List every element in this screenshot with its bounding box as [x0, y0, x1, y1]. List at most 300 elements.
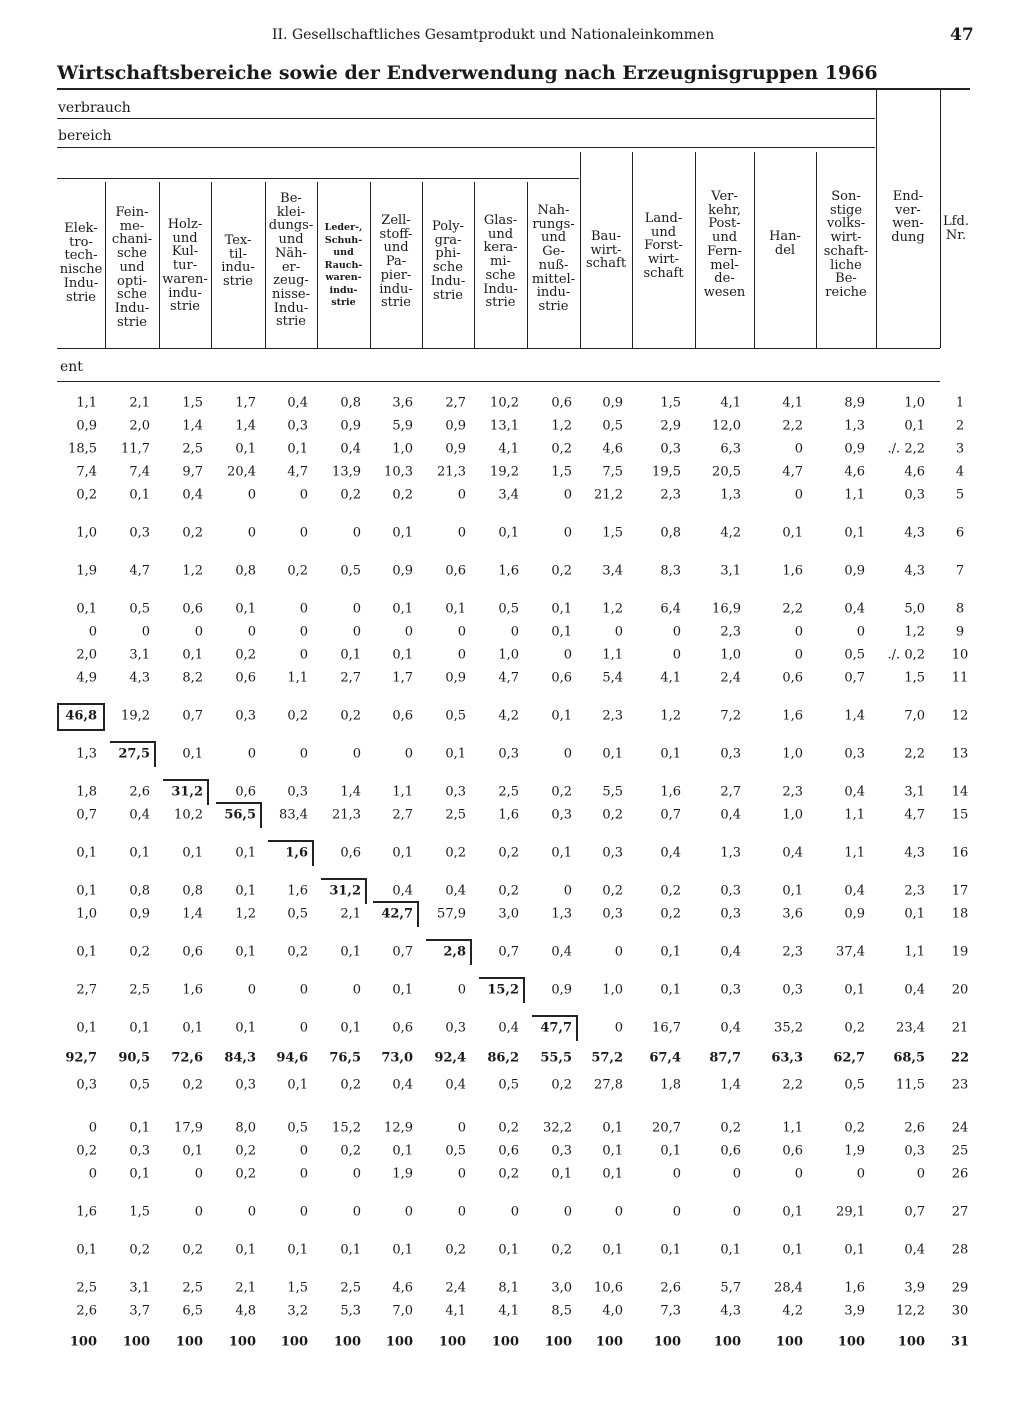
table-cell: 2,1 [129, 395, 150, 411]
table-cell: 1,1 [844, 487, 865, 503]
table-cell: 92,4 [434, 1050, 466, 1066]
table-cell: 0,2 [720, 1120, 741, 1136]
table-cell: 90,5 [118, 1050, 150, 1066]
table-cell: 0,1 [129, 1166, 150, 1182]
table-cell: 0,1 [602, 1242, 623, 1258]
table-cell: 31,2 [329, 883, 361, 899]
table-cell: 0,4 [551, 944, 572, 960]
table-cell: 0 [352, 624, 361, 640]
table-cell: 0 [614, 1020, 623, 1036]
table-cell: 0,2 [392, 487, 413, 503]
table-cell: 1,6 [498, 807, 519, 823]
table-cell: 1,4 [720, 1077, 741, 1093]
row-number: 20 [951, 982, 969, 998]
table-cell: 0,7 [392, 944, 413, 960]
table-cell: 0,1 [235, 441, 256, 457]
table-cell: ./. 0,2 [887, 647, 925, 663]
table-cell: 0,3 [660, 441, 681, 457]
table-cell: 10,6 [594, 1280, 623, 1296]
table-cell: 5,5 [602, 784, 623, 800]
table-cell: 4,1 [720, 395, 741, 411]
table-cell: 0 [457, 982, 466, 998]
table-cell: 2,2 [782, 601, 803, 617]
table-cell: 42,7 [381, 906, 413, 922]
table-cell: 0 [856, 624, 865, 640]
table-cell: 0 [194, 624, 203, 640]
table-cell: 0,6 [782, 670, 803, 686]
table-cell: 0 [299, 1143, 308, 1159]
table-cell: 2,3 [782, 784, 803, 800]
table-cell: 57,9 [437, 906, 466, 922]
table-cell: 28,4 [774, 1280, 803, 1296]
table-cell: 3,9 [844, 1303, 865, 1319]
table-cell: 2,7 [340, 670, 361, 686]
table-cell: 0,1 [660, 982, 681, 998]
table-cell: 0 [194, 1166, 203, 1182]
table-cell: 23,4 [896, 1020, 925, 1036]
table-cell: 73,0 [381, 1050, 413, 1066]
table-cell: 4,3 [904, 563, 925, 579]
table-cell: 11,5 [896, 1077, 925, 1093]
table-cell: 0,9 [129, 906, 150, 922]
table-cell: 100 [69, 1334, 97, 1350]
table-cell: 0 [672, 624, 681, 640]
table-cell: 0 [299, 624, 308, 640]
table-cell: 3,2 [287, 1303, 308, 1319]
label-verbrauch: verbrauch [58, 100, 131, 116]
table-cell: 3,1 [720, 563, 741, 579]
table-cell: 84,3 [224, 1050, 256, 1066]
table-cell: 0 [404, 746, 413, 762]
table-cell: 0,2 [551, 1242, 572, 1258]
row-number: 6 [955, 525, 965, 541]
table-cell: 6,3 [720, 441, 741, 457]
table-cell: 0,2 [287, 708, 308, 724]
table-cell: 35,2 [774, 1020, 803, 1036]
table-cell: 0,2 [551, 563, 572, 579]
table-cell: 0,7 [660, 807, 681, 823]
table-cell: 62,7 [833, 1050, 865, 1066]
table-cell: 0,6 [392, 708, 413, 724]
table-cell: 1,0 [76, 906, 97, 922]
table-cell: 0,3 [445, 784, 466, 800]
table-cell: 20,7 [652, 1120, 681, 1136]
table-cell: 2,5 [182, 1280, 203, 1296]
table-cell: 100 [438, 1334, 466, 1350]
table-cell: 4,0 [602, 1303, 623, 1319]
table-cell: 0,1 [844, 982, 865, 998]
table-cell: 2,1 [340, 906, 361, 922]
table-cell: 1,6 [285, 845, 308, 861]
table-cell: 0,1 [340, 1020, 361, 1036]
table-cell: 10,2 [174, 807, 203, 823]
table-cell: 1,7 [235, 395, 256, 411]
table-cell: 27,8 [594, 1077, 623, 1093]
row-number: 15 [951, 807, 969, 823]
table-cell: 0,4 [129, 807, 150, 823]
table-cell: 0,5 [287, 1120, 308, 1136]
row-number: 19 [951, 944, 969, 960]
table-cell: 0,1 [182, 647, 203, 663]
label-ent: ent [60, 359, 83, 375]
table-cell: 47,7 [540, 1020, 572, 1036]
table-cell: 0,1 [129, 1020, 150, 1036]
table-cell: 0,1 [602, 1166, 623, 1182]
table-cell: 20,4 [227, 464, 256, 480]
table-cell: 8,3 [660, 563, 681, 579]
table-cell: 8,0 [235, 1120, 256, 1136]
table-cell: 0,1 [392, 647, 413, 663]
row-number: 27 [951, 1204, 969, 1220]
table-cell: 0,5 [340, 563, 361, 579]
table-cell: 0,9 [392, 563, 413, 579]
table-cell: 0,3 [287, 784, 308, 800]
table-cell: 0 [352, 525, 361, 541]
row-number: 25 [951, 1143, 969, 1159]
table-cell: 0,2 [498, 1166, 519, 1182]
column-header: Leder-, Schuh- und Rauch- waren- indu- strie [324, 222, 363, 308]
table-cell: 0 [247, 746, 256, 762]
table-cell: 2,2 [782, 418, 803, 434]
table-cell: 0,2 [844, 1020, 865, 1036]
table-cell: 7,4 [129, 464, 150, 480]
table-cell: 1,5 [602, 525, 623, 541]
table-cell: 0,2 [551, 1077, 572, 1093]
table-cell: 0,5 [445, 1143, 466, 1159]
table-cell: 55,5 [540, 1050, 572, 1066]
table-cell: 0,7 [498, 944, 519, 960]
table-cell: 21,2 [594, 487, 623, 503]
table-cell: 0,2 [498, 1120, 519, 1136]
table-cell: 19,5 [652, 464, 681, 480]
table-cell: 2,0 [129, 418, 150, 434]
table-cell: 0,1 [498, 1242, 519, 1258]
row-number: 10 [951, 647, 969, 663]
row-number: 2 [955, 418, 965, 434]
table-cell: 0 [457, 1204, 466, 1220]
table-cell: 0,1 [445, 746, 466, 762]
table-cell: 0,1 [904, 906, 925, 922]
table-cell: 1,9 [844, 1143, 865, 1159]
table-cell: 0,2 [445, 1242, 466, 1258]
table-cell: 0,6 [340, 845, 361, 861]
table-cell: 0,1 [602, 746, 623, 762]
table-cell: 0,1 [551, 708, 572, 724]
table-cell: 0 [563, 487, 572, 503]
table-cell: 0,1 [782, 1204, 803, 1220]
table-cell: 4,1 [498, 1303, 519, 1319]
table-cell: 0,1 [235, 845, 256, 861]
table-cell: 0,1 [182, 1020, 203, 1036]
diagonal-highlight-box [479, 977, 525, 1003]
table-cell: 0 [88, 624, 97, 640]
table-cell: 1,1 [602, 647, 623, 663]
table-cell: 0 [563, 525, 572, 541]
table-cell: 0,3 [720, 982, 741, 998]
table-cell: 0,3 [129, 1143, 150, 1159]
table-cell: 15,2 [487, 982, 519, 998]
table-cell: 1,1 [287, 670, 308, 686]
table-cell: 7,4 [76, 464, 97, 480]
table-cell: 0,1 [129, 845, 150, 861]
table-cell: 12,2 [896, 1303, 925, 1319]
table-cell: 0 [916, 1166, 925, 1182]
table-cell: 1,2 [551, 418, 572, 434]
table-cell: 0,4 [844, 601, 865, 617]
table-cell: 0,1 [660, 1242, 681, 1258]
table-cell: 2,1 [235, 1280, 256, 1296]
table-cell: 1,3 [844, 418, 865, 434]
table-cell: 0,1 [551, 845, 572, 861]
table-cell: 0,1 [844, 1242, 865, 1258]
table-cell: 0 [457, 525, 466, 541]
table-cell: 0,3 [844, 746, 865, 762]
table-cell: 1,6 [844, 1280, 865, 1296]
table-cell: 8,9 [844, 395, 865, 411]
table-cell: 0 [352, 1204, 361, 1220]
table-cell: 0,2 [235, 1143, 256, 1159]
table-cell: 0,4 [720, 1020, 741, 1036]
table-cell: 1,2 [904, 624, 925, 640]
table-cell: 0 [299, 525, 308, 541]
table-cell: 0,5 [844, 1077, 865, 1093]
table-cell: 100 [491, 1334, 519, 1350]
table-cell: 1,5 [182, 395, 203, 411]
table-cell: 0,2 [235, 1166, 256, 1182]
table-cell: 0 [563, 647, 572, 663]
table-cell: 0,2 [182, 1077, 203, 1093]
table-cell: 0 [352, 982, 361, 998]
table-cell: 0,1 [287, 1077, 308, 1093]
table-cell: 0 [141, 624, 150, 640]
table-cell: 0,4 [498, 1020, 519, 1036]
table-cell: 1,0 [904, 395, 925, 411]
table-cell: 0,1 [660, 746, 681, 762]
column-header: Glas- und kera- mi- sche Indu- strie [483, 213, 518, 311]
table-cell: 3,6 [782, 906, 803, 922]
table-cell: 0 [672, 1166, 681, 1182]
label-bereich: bereich [58, 128, 112, 144]
table-cell: 0 [299, 1020, 308, 1036]
table-cell: 0,1 [182, 845, 203, 861]
table-cell: 0,1 [720, 1242, 741, 1258]
table-cell: 1,0 [782, 746, 803, 762]
table-cell: 1,8 [76, 784, 97, 800]
table-cell: 0,2 [182, 1242, 203, 1258]
table-cell: 0,1 [129, 487, 150, 503]
table-cell: 0 [856, 1166, 865, 1182]
table-cell: 0,1 [392, 1242, 413, 1258]
table-cell: 0,2 [129, 944, 150, 960]
table-cell: 2,7 [392, 807, 413, 823]
table-cell: 4,6 [844, 464, 865, 480]
table-cell: 100 [595, 1334, 623, 1350]
table-cell: 5,4 [602, 670, 623, 686]
table-cell: 15,2 [332, 1120, 361, 1136]
table-cell: 0,1 [76, 845, 97, 861]
table-cell: 67,4 [649, 1050, 681, 1066]
table-cell: 0,1 [182, 746, 203, 762]
diagonal-highlight-box [268, 840, 314, 866]
table-cell: 1,0 [76, 525, 97, 541]
table-cell: 4,6 [392, 1280, 413, 1296]
table-cell: 0 [299, 982, 308, 998]
table-cell: 0 [510, 1204, 519, 1220]
table-cell: 4,3 [904, 525, 925, 541]
table-cell: 0 [614, 1204, 623, 1220]
table-cell: 4,8 [235, 1303, 256, 1319]
table-cell: 2,3 [720, 624, 741, 640]
table-cell: 4,1 [660, 670, 681, 686]
table-cell: 100 [385, 1334, 413, 1350]
table-cell: 0,3 [235, 708, 256, 724]
table-cell: 0,3 [904, 487, 925, 503]
table-cell: 0,4 [660, 845, 681, 861]
table-cell: 2,5 [498, 784, 519, 800]
diagonal-highlight-box [57, 703, 105, 731]
table-cell: 1,2 [602, 601, 623, 617]
table-cell: 8,5 [551, 1303, 572, 1319]
table-cell: 1,6 [782, 563, 803, 579]
table-cell: 0,6 [551, 670, 572, 686]
table-cell: 4,7 [129, 563, 150, 579]
table-cell: 0,6 [235, 670, 256, 686]
table-cell: 4,7 [498, 670, 519, 686]
table-cell: 7,0 [392, 1303, 413, 1319]
table-cell: 5,0 [904, 601, 925, 617]
table-cell: 0 [352, 1166, 361, 1182]
table-cell: 100 [280, 1334, 308, 1350]
table-cell: 1,0 [392, 441, 413, 457]
row-number: 24 [951, 1120, 969, 1136]
table-cell: 0,6 [392, 1020, 413, 1036]
table-cell: 5,9 [392, 418, 413, 434]
table-cell: 21,3 [332, 807, 361, 823]
table-cell: 1,1 [844, 807, 865, 823]
column-header: Son- stige volks- wirt- schaft- liche Be- reiche [823, 189, 869, 300]
column-header: Lfd. Nr. [943, 214, 969, 243]
row-number: 21 [951, 1020, 969, 1036]
table-cell: 1,2 [660, 708, 681, 724]
table-cell: 0,2 [76, 1143, 97, 1159]
row-number: 16 [951, 845, 969, 861]
table-cell: 0,1 [660, 944, 681, 960]
table-cell: 0,2 [287, 944, 308, 960]
table-cell: 1,1 [844, 845, 865, 861]
table-cell: 0,2 [340, 1143, 361, 1159]
table-cell: ./. 2,2 [887, 441, 925, 457]
table-cell: 0,1 [904, 418, 925, 434]
table-cell: 0 [672, 647, 681, 663]
table-cell: 0,1 [340, 944, 361, 960]
table-cell: 57,2 [591, 1050, 623, 1066]
table-cell: 4,7 [287, 464, 308, 480]
table-cell: 1,0 [498, 647, 519, 663]
row-number: 9 [955, 624, 965, 640]
table-cell: 0 [457, 1120, 466, 1136]
table-cell: 2,4 [720, 670, 741, 686]
table-cell: 0 [794, 624, 803, 640]
table-cell: 100 [713, 1334, 741, 1350]
table-cell: 0,1 [76, 1242, 97, 1258]
table-cell: 0,4 [844, 883, 865, 899]
table-cell: 0 [510, 624, 519, 640]
table-cell: 0,2 [602, 883, 623, 899]
table-cell: 0,5 [498, 1077, 519, 1093]
table-cell: 100 [775, 1334, 803, 1350]
table-cell: 0,1 [287, 1242, 308, 1258]
table-cell: 0,1 [235, 1020, 256, 1036]
table-cell: 0 [732, 1166, 741, 1182]
table-cell: 0 [614, 624, 623, 640]
column-header: Be- klei- dungs- und Näh- er- zeug- nisse- Indu- strie [268, 191, 314, 330]
diagonal-highlight-box [163, 779, 209, 805]
row-number: 4 [955, 464, 965, 480]
table-cell: 0 [352, 601, 361, 617]
table-cell: 0,4 [445, 1077, 466, 1093]
table-cell: 0,4 [287, 395, 308, 411]
table-cell: 4,1 [445, 1303, 466, 1319]
column-header: Tex- til- indu- strie [221, 233, 255, 290]
column-header: Holz- und Kul- tur- waren- indu- strie [162, 217, 208, 315]
rule-verbrauch [57, 118, 875, 119]
table-cell: 0,1 [287, 441, 308, 457]
table-cell: 0,3 [782, 982, 803, 998]
table-cell: 1,1 [76, 395, 97, 411]
table-cell: 4,7 [782, 464, 803, 480]
table-cell: 0,1 [340, 1242, 361, 1258]
table-cell: 0,4 [445, 883, 466, 899]
table-cell: 0,3 [551, 807, 572, 823]
table-cell: 0,2 [76, 487, 97, 503]
table-cell: 1,9 [392, 1166, 413, 1182]
table-cell: 17,9 [174, 1120, 203, 1136]
table-cell: 100 [228, 1334, 256, 1350]
table-cell: 0 [88, 1166, 97, 1182]
row-number: 29 [951, 1280, 969, 1296]
table-cell: 12,0 [712, 418, 741, 434]
table-cell: 0,2 [235, 647, 256, 663]
table-cell: 0,1 [782, 525, 803, 541]
table-cell: 6,5 [182, 1303, 203, 1319]
table-cell: 0 [299, 487, 308, 503]
table-cell: 0,1 [392, 601, 413, 617]
diagonal-highlight-box [426, 939, 472, 965]
table-cell: 0,6 [551, 395, 572, 411]
table-cell: 0 [794, 647, 803, 663]
table-cell: 100 [897, 1334, 925, 1350]
table-cell: 0,7 [76, 807, 97, 823]
table-title: Wirtschaftsbereiche sowie der Endverwendung nach Erzeugnisgruppen 1966 [57, 62, 878, 84]
table-cell: 4,3 [720, 1303, 741, 1319]
table-cell: 7,3 [660, 1303, 681, 1319]
table-cell: 1,3 [720, 487, 741, 503]
table-cell: 0 [299, 1166, 308, 1182]
table-cell: 8,2 [182, 670, 203, 686]
table-cell: 1,2 [182, 563, 203, 579]
table-cell: 0,4 [904, 982, 925, 998]
row-number: 7 [955, 563, 965, 579]
table-cell: 92,7 [65, 1050, 97, 1066]
column-header: Bau- wirt- schaft [585, 229, 627, 272]
table-cell: 0,2 [340, 487, 361, 503]
table-cell: 0,3 [904, 1143, 925, 1159]
table-cell: 0 [404, 1204, 413, 1220]
table-cell: 0 [247, 1204, 256, 1220]
table-cell: 1,6 [287, 883, 308, 899]
table-cell: 16,7 [652, 1020, 681, 1036]
table-cell: 1,6 [498, 563, 519, 579]
